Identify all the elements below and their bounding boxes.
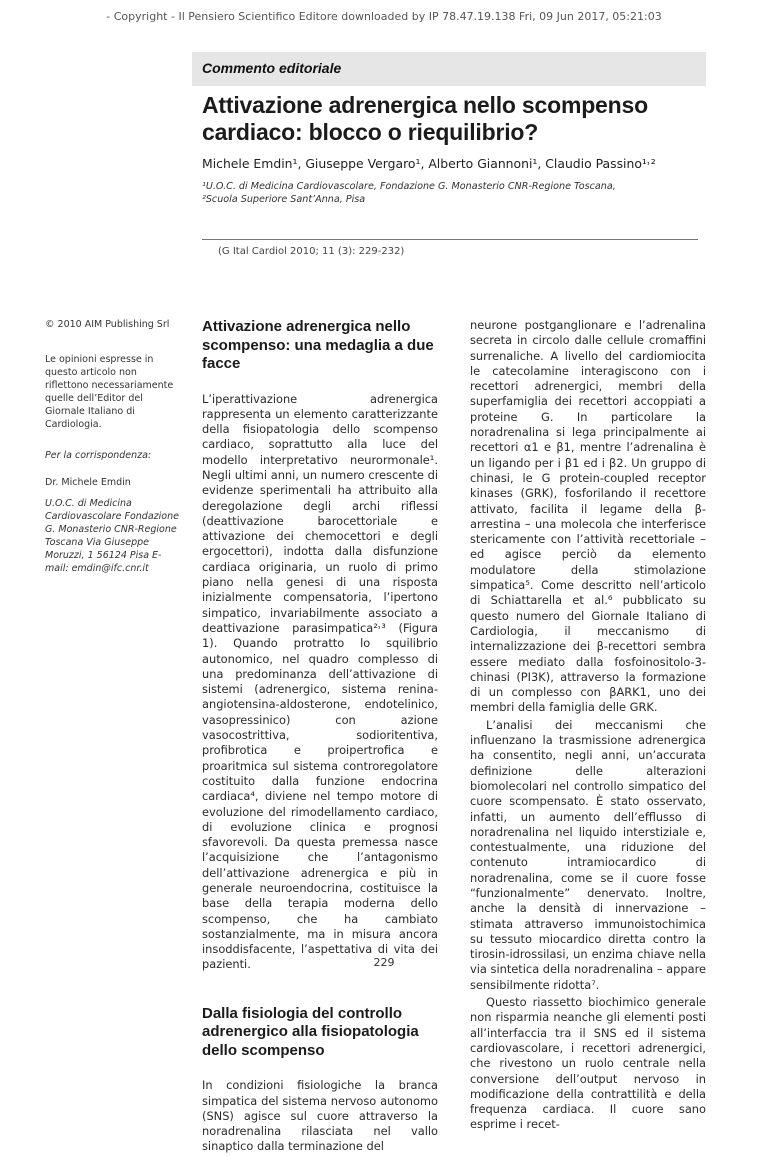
sidebar-copyright: © 2010 AIM Publishing Srl xyxy=(45,319,170,330)
paragraph-5: Questo riassetto biochimico generale non risparmia neanche gli elementi posti all’interfaccia tra il SNS ed il sistema cardiovascolare, i recettori adrenergici, che rivestono un ruolo centrale nella conversione dell’output nervoso in modificazione della contrattilità e della frequenza cardiaca. Il cuore sano esprime i recet- xyxy=(470,995,706,1132)
section-label: Commento editoriale xyxy=(202,60,342,76)
body-column-left xyxy=(202,318,438,1157)
section-heading-1: Attivazione adrenergica nello scompenso: una medaglia a due facce xyxy=(202,318,434,372)
correspondence-name: Dr. Michele Emdin xyxy=(45,477,131,488)
paragraph-3: neurone postganglionare e l’adrenalina secreta in circolo dalle cellule cromaffini surrenaliche. A livello del cardiomiocita le catecolamine interagiscono con i recettori adrenergici, membri della superfamiglia dei recettori accoppiati a proteine G. In particolare la noradrenalina si lega principalmente ai recettori α1 e β1, mentre l’adrenalina è un ligando per i β1 ed i β2. Un gruppo di chinasi, le G protein-coupled receptor kinases (GRK), fosforilando il recettore attivato, facilita il legame della β-arrestina – una molecola che interferisce stericamente con l’attività recettoriale – ed agisce perciò da elemento modulatore della stimolazione simpatica⁵. Come descritto nell’articolo di Schiattarella et al.⁶ pubblicato su questo numero del Giornale Italiano di Cardiologia, il meccanismo di internalizzazione dei β-recettori sembra essere mediato dalla fosfoinositolo-3-chinasi (PI3K), attraverso la formazione di un complesso con βARK1, uno dei membri della famiglia delle GRK. xyxy=(470,318,706,715)
body-column-right xyxy=(470,318,706,1135)
sidebar xyxy=(45,318,183,589)
citation: (G Ital Cardiol 2010; 11 (3): 229-232) xyxy=(218,246,405,257)
article-title: Attivazione adrenergica nello scompenso cardiaco: blocco o riequilibrio? xyxy=(202,92,648,145)
paragraph-2: In condizioni fisiologiche la branca simpatica del sistema nervoso autonomo (SNS) agisce sul cuore attraverso la noradrenalina rilasciata nel vallo sinaptico dalla terminazione del xyxy=(202,1078,438,1154)
correspondence-label: Per la corrispondenza: xyxy=(45,450,152,461)
section-heading-2: Dalla fisiologia del controllo adrenergico alla fisiopatologia dello scompenso xyxy=(202,1004,419,1059)
paragraph-4: L’analisi dei meccanismi che influenzano la trasmissione adrenergica ha consentito, negli anni, un’accurata definizione delle alterazioni biomolecolari nel controllo simpatico del cuore scompensato. È stato osservato, infatti, un aumento dell’efflusso di noradrenalina nel liquido interstiziale e, contestualmente, una riduzione del contenuto intramiocardico di noradrenalina, come se il cuore fosse “funzionalmente” denervato. Inoltre, anche la densità di innervazione – stimata attraverso immunoistochimica su tessuto miocardico diretta contro la tirosin-idrossilasi, un enzima chiave nella via sintetica della noradrenalina – appare sensibilmente ridotta⁷. xyxy=(470,717,707,992)
citation-rule xyxy=(202,239,698,240)
paragraph-1: L’iperattivazione adrenergica rappresenta un elemento caratterizzante della fisiopatologia dello scompenso cardiaco, soprattutto alla luce del modello interpretativo neurormonale¹. Negli ultimi anni, un numero crescente di evidenze sperimentali ha attribuito alla deregolazione degli archi riflessi (deattivazione barocettoriale e attivazione dei chemocettori e degli ergocettori), indotta dalla disfunzione cardiaca originaria, un ruolo di primo piano nella genesi di una risposta inizialmente compensatoria, l’ipertono simpatico, invariabilmente associato a deattivazione parasimpatica²˒³ (Figura 1). Quando protratto lo squilibrio autonomico, nel quadro complesso di una predominanza dell’attivazione di sistemi (adrenergico, sistema renina-angiotensina-aldosterone, endotelinico, vasopressinico) con azione vasocostrittiva, sodioritentiva, profibrotica e proipertrofica e proaritmica sul sistema controregolatore costituito dalla funzione endocrina cardiaca⁴, diviene nel tempo motore di evoluzione del rimodellamento cardiaco, di evoluzione clinica e prognosi sfavorevoli. Da questa premessa nasce l’acquisizione che l’antagonismo dell’attivazione adrenergica e più in generale neuroendocrina, costituisce la base della terapia moderna dello scompenso, che ha cambiato sostanzialmente, ma in misura ancora insoddisfacente, l’aspettativa di vita dei pazienti. xyxy=(202,391,438,972)
page-number: 229 xyxy=(373,956,395,969)
affiliation-2: ²Scuola Superiore Sant’Anna, Pisa xyxy=(202,194,366,205)
sidebar-disclaimer: Le opinioni espresse in questo articolo non riflettono necessariamente quelle dell’Editor del Giornale Italiano di Cardiologia. xyxy=(45,354,174,430)
authors: Michele Emdin¹, Giuseppe Vergaro¹, Alberto Giannoni¹, Claudio Passino¹˒² xyxy=(202,156,656,171)
copyright-banner: - Copyright - Il Pensiero Scientifico Editore downloaded by IP 78.47.19.138 Fri, 09 Jun 2017, 05:21:03 xyxy=(106,10,662,23)
correspondence-address: U.O.C. di Medicina Cardiovascolare Fondazione G. Monasterio CNR-Regione Toscana Via Giuseppe Moruzzi, 1 56124 Pisa E-mail: emdin@ifc.cnr.it xyxy=(45,498,179,574)
affiliations xyxy=(202,180,616,206)
affiliation-1: ¹U.O.C. di Medicina Cardiovascolare, Fondazione G. Monasterio CNR-Regione Toscana, xyxy=(202,181,616,192)
